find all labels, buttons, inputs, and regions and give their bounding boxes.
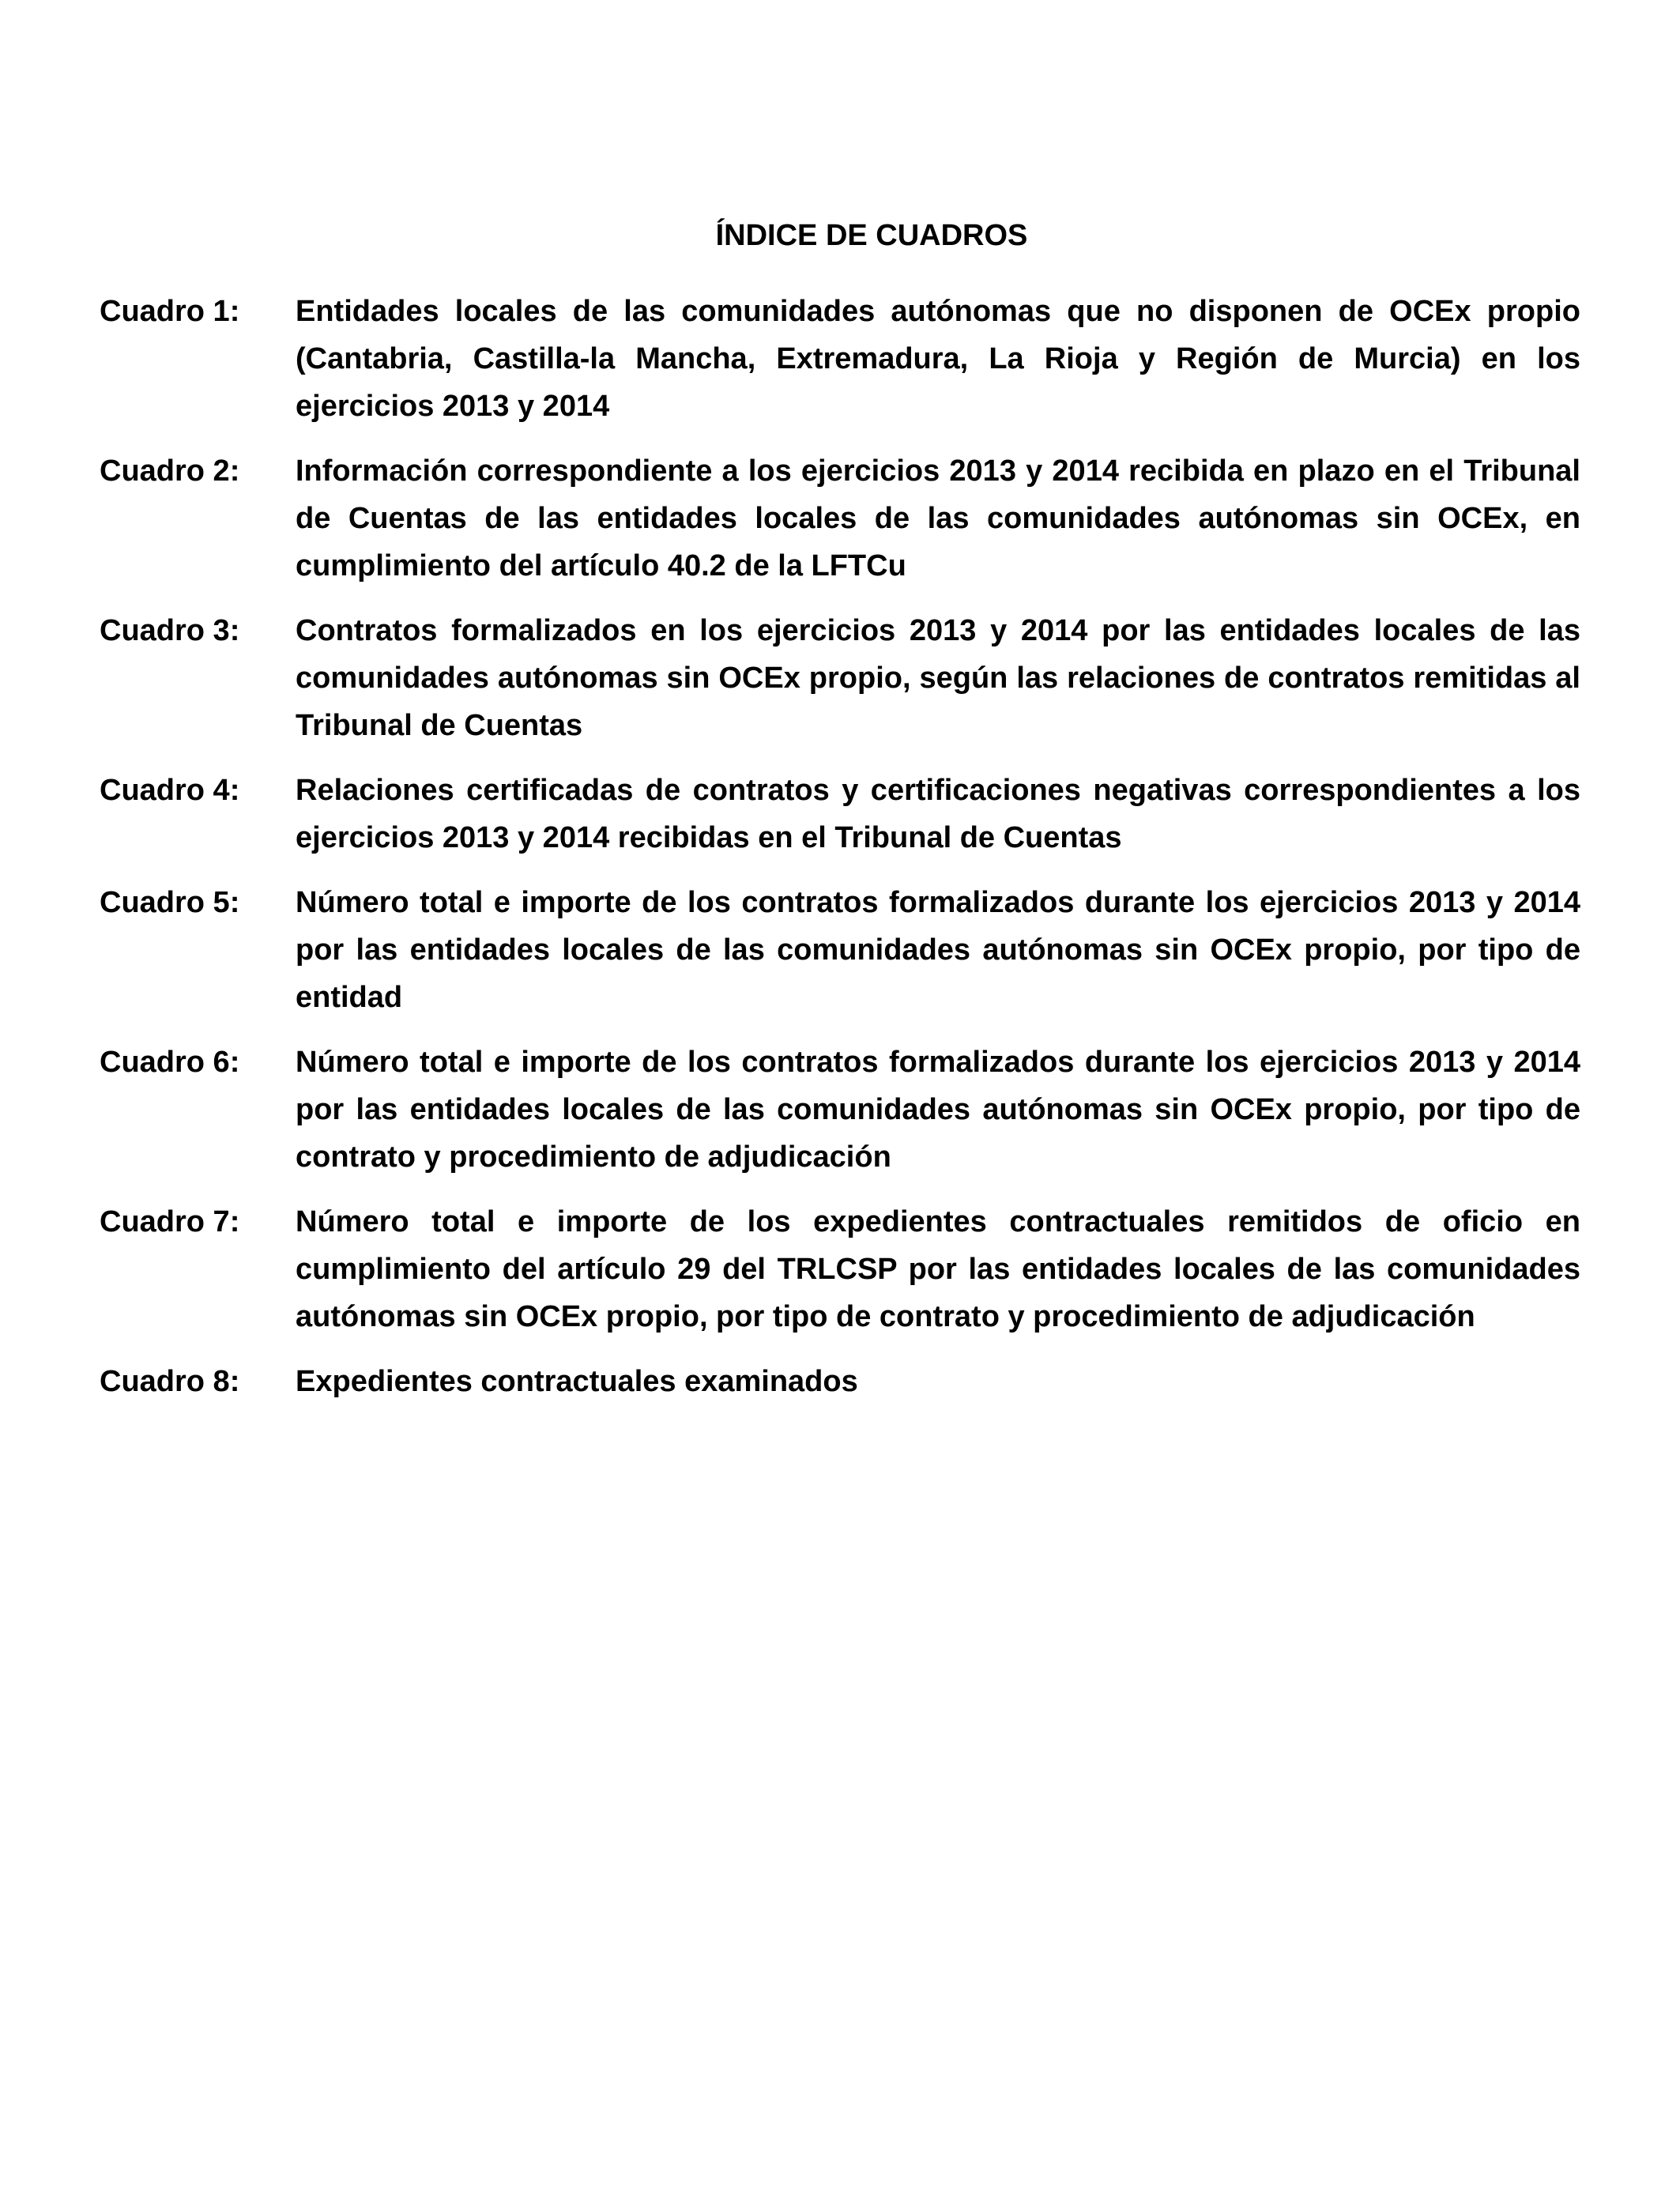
list-item-cuadro-8 xyxy=(100,1358,1580,1405)
entry-label: Cuadro 3: xyxy=(100,614,240,647)
list-item-cuadro-5 xyxy=(100,879,1580,1021)
list-item-cuadro-7 xyxy=(100,1198,1580,1340)
list-item-cuadro-2 xyxy=(100,447,1580,590)
entry-label: Cuadro 6: xyxy=(100,1046,240,1079)
entry-label: Cuadro 8: xyxy=(100,1365,240,1398)
entry-text: Relaciones certificadas de contratos y certificaciones negativas correspondientes a los ejercicios 2013 y 2014 recibidas en el Tribunal de Cuentas xyxy=(296,774,1580,854)
entry-text: Número total e importe de los contratos formalizados durante los ejercicios 2013 y 2014 por las entidades locales de las comunidades autónomas sin OCEx propio, por tipo de entidad xyxy=(296,886,1580,1014)
entry-label: Cuadro 2: xyxy=(100,454,240,488)
entry-text: Número total e importe de los contratos formalizados durante los ejercicios 2013 y 2014 por las entidades locales de las comunidades autónomas sin OCEx propio, por tipo de contrato y procedimiento de adjudicación xyxy=(296,1046,1580,1174)
entry-label: Cuadro 7: xyxy=(100,1205,240,1238)
entry-text: Expedientes contractuales examinados xyxy=(296,1365,858,1398)
page-title: ÍNDICE DE CUADROS xyxy=(715,219,1028,252)
entry-text: Contratos formalizados en los ejercicios 2013 y 2014 por las entidades locales de las comunidades autónomas sin OCEx propio, según las relaciones de contratos remitidas al Tribunal de Cuentas xyxy=(296,614,1580,742)
list-item-cuadro-4 xyxy=(100,767,1580,861)
entry-text: Entidades locales de las comunidades autónomas que no disponen de OCEx propio (Cantabria, Castilla-la Mancha, Extremadura, La Rioja y Región de Murcia) en los ejercicios 2013 y 2014 xyxy=(296,295,1580,423)
entry-label: Cuadro 1: xyxy=(100,295,240,328)
list-item-cuadro-3 xyxy=(100,607,1580,749)
entry-label: Cuadro 5: xyxy=(100,886,240,919)
entry-text: Número total e importe de los expedientes contractuales remitidos de oficio en cumplimiento del artículo 29 del TRLCSP por las entidades locales de las comunidades autónomas sin OCEx propio, por tipo de contrato y procedimiento de adjudicación xyxy=(296,1205,1580,1333)
list-item-cuadro-1 xyxy=(100,288,1580,430)
list-item-cuadro-6 xyxy=(100,1039,1580,1181)
entry-label: Cuadro 4: xyxy=(100,774,240,807)
table-of-figures-list xyxy=(100,288,1580,1423)
entry-text: Información correspondiente a los ejercicios 2013 y 2014 recibida en plazo en el Tribunal de Cuentas de las entidades locales de las comunidades autónomas sin OCEx, en cumplimiento del artículo 40.2 de la LFTCu xyxy=(296,454,1580,582)
